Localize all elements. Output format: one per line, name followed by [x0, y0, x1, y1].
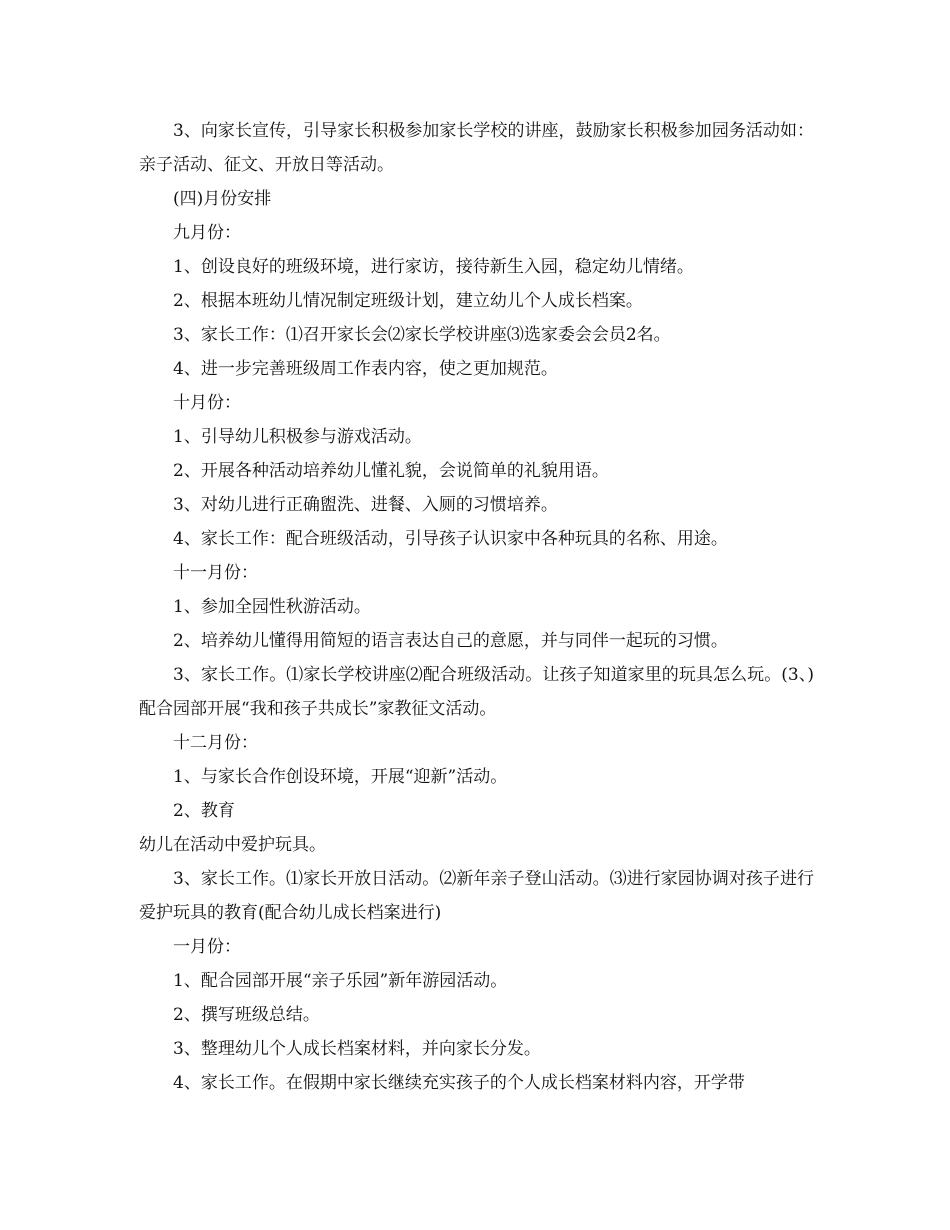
paragraph: 1、参加全园性秋游活动。	[173, 597, 371, 617]
paragraph: 4、进一步完善班级周工作表内容，使之更加规范。	[173, 359, 558, 379]
paragraph: 2、开展各种活动培养幼儿懂礼貌，会说简单的礼貌用语。	[173, 461, 609, 481]
paragraph: 2、教育	[173, 801, 235, 821]
document-body	[139, 114, 814, 1100]
paragraph: 3、家长工作：⑴召开家长会⑵家长学校讲座⑶选家委会会员2名。	[173, 325, 671, 345]
month-heading-september: 九月份：	[173, 223, 241, 243]
month-heading-october: 十月份：	[173, 393, 241, 413]
section-heading: (四)月份安排	[173, 189, 272, 209]
paragraph: 4、家长工作：配合班级活动，引导孩子认识家中各种玩具的名称、用途。	[173, 529, 728, 549]
paragraph: 1、与家长合作创设环境，开展“迎新”活动。	[173, 767, 508, 787]
paragraph: 3、家长工作。⑴家长学校讲座⑵配合班级活动。让孩子知道家里的玩具怎么玩。(3、)配合园部开展“我和孩子共成长”家教征文活动。	[139, 665, 814, 719]
paragraph: 1、创设良好的班级环境，进行家访，接待新生入园，稳定幼儿情绪。	[173, 257, 694, 277]
paragraph: 3、向家长宣传，引导家长积极参加家长学校的讲座，鼓励家长积极参加园务活动如：亲子活动、征文、开放日等活动。	[139, 121, 814, 175]
month-heading-december: 十二月份：	[173, 733, 258, 753]
paragraph: 3、家长工作。⑴家长开放日活动。⑵新年亲子登山活动。⑶进行家园协调对孩子进行爱护玩具的教育(配合幼儿成长档案进行)	[139, 869, 814, 923]
paragraph: 2、根据本班幼儿情况制定班级计划，建立幼儿个人成长档案。	[173, 291, 643, 311]
paragraph: 4、家长工作。在假期中家长继续充实孩子的个人成长档案材料内容，开学带	[173, 1073, 745, 1093]
month-heading-november: 十一月份：	[173, 563, 258, 583]
paragraph: 1、引导幼儿积极参与游戏活动。	[173, 427, 422, 447]
paragraph: 1、配合园部开展“亲子乐园”新年游园活动。	[173, 971, 508, 991]
paragraph: 幼儿在活动中爱护玩具。	[139, 835, 326, 855]
month-heading-january: 一月份：	[173, 937, 241, 957]
paragraph: 3、整理幼儿个人成长档案材料，并向家长分发。	[173, 1039, 541, 1059]
paragraph: 3、对幼儿进行正确盥洗、进餐、入厕的习惯培养。	[173, 495, 558, 515]
paragraph: 2、培养幼儿懂得用简短的语言表达自己的意愿，并与同伴一起玩的习惯。	[173, 631, 728, 651]
paragraph: 2、撰写班级总结。	[173, 1005, 320, 1025]
